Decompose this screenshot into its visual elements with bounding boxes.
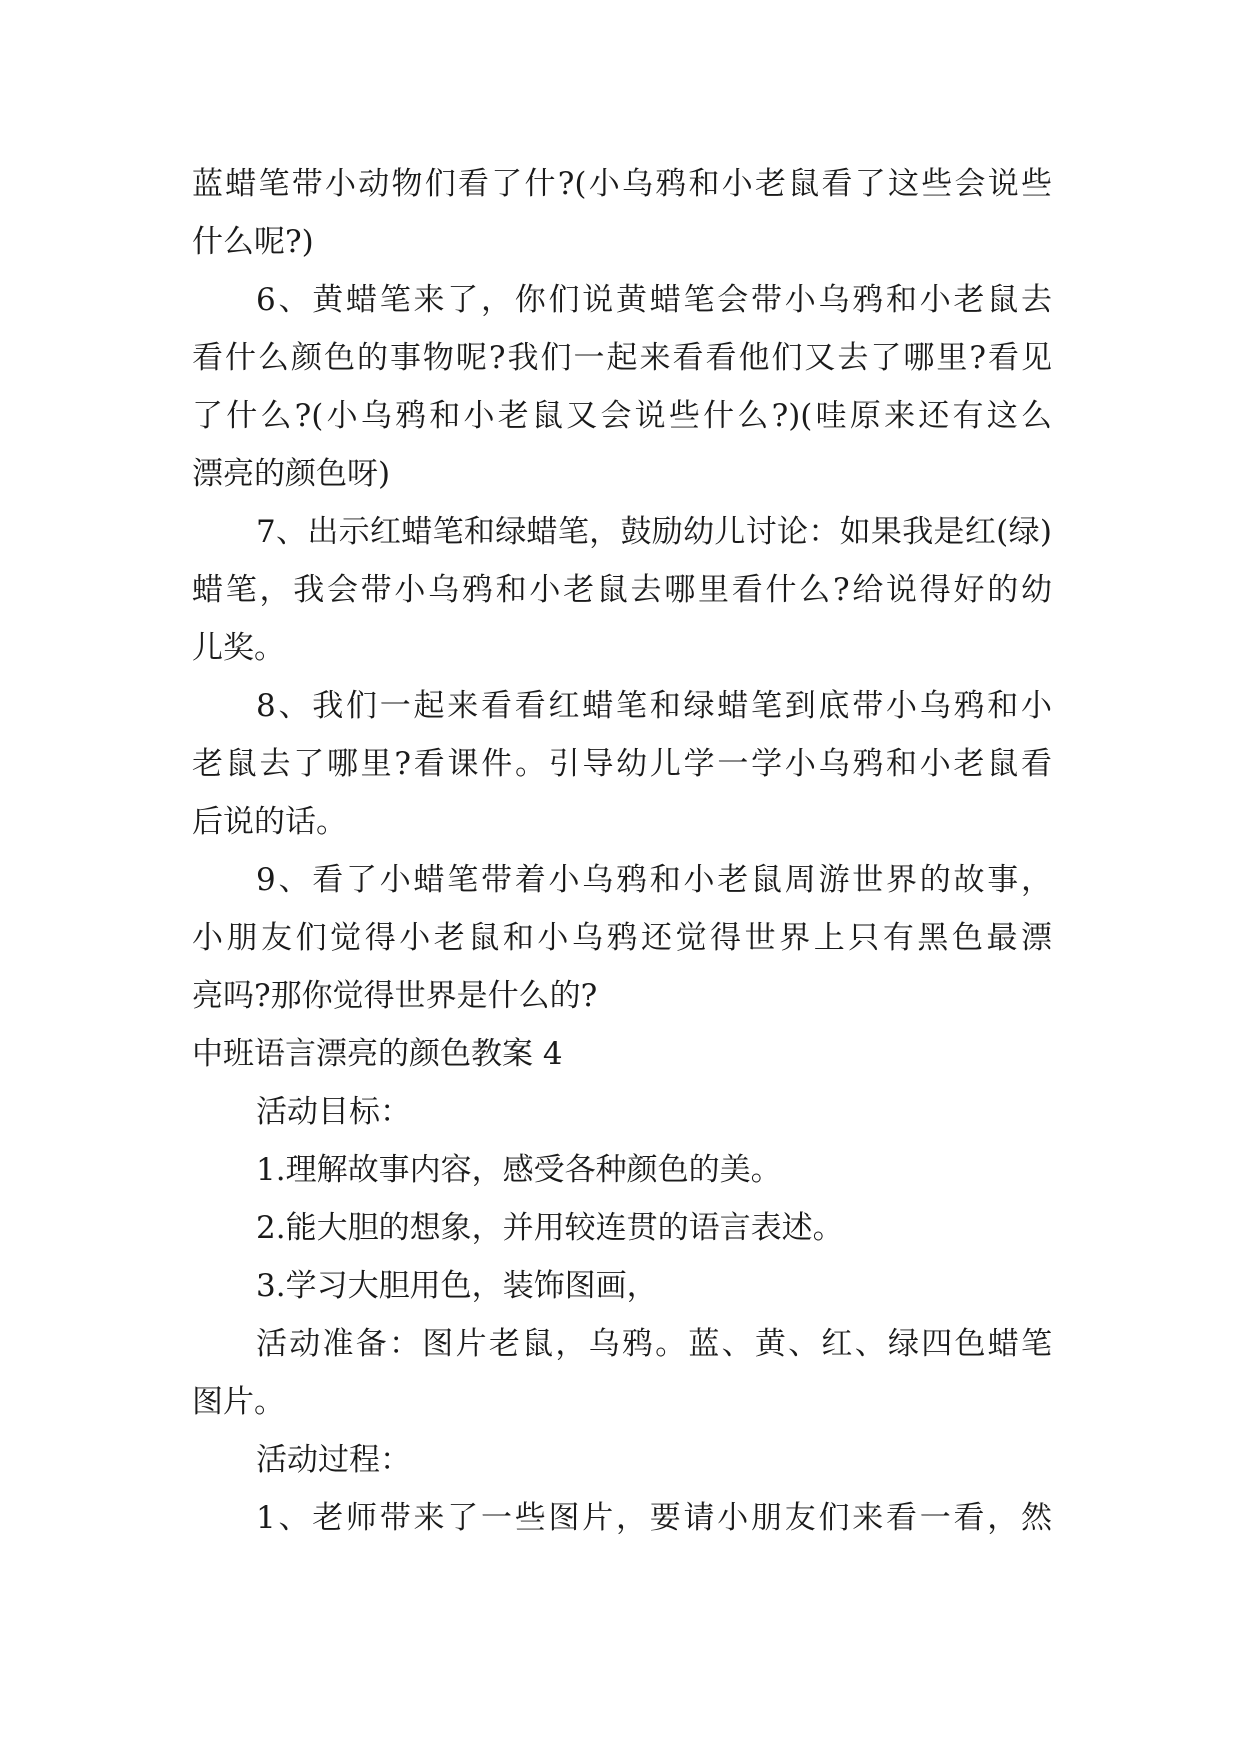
paragraph-line: 小朋友们觉得小老鼠和小乌鸦还觉得世界上只有黑色最漂: [192, 920, 1052, 956]
paragraph-line: 蜡笔，我会带小乌鸦和小老鼠去哪里看什么?给说得好的幼: [192, 572, 1052, 608]
paragraph-line: 看什么颜色的事物呢?我们一起来看看他们又去了哪里?看见: [192, 340, 1052, 376]
list-item: 1.理解故事内容，感受各种颜色的美。: [256, 1152, 782, 1188]
subheading-process: 活动过程：: [256, 1442, 411, 1478]
section-heading: 中班语言漂亮的颜色教案 4: [192, 1036, 563, 1072]
paragraph-line: 儿奖。: [192, 630, 285, 666]
paragraph-line: 活动准备：图片老鼠，乌鸦。蓝、黄、红、绿四色蜡笔: [256, 1326, 1052, 1362]
paragraph-line: 6、黄蜡笔来了，你们说黄蜡笔会带小乌鸦和小老鼠去: [256, 282, 1052, 318]
paragraph-line: 7、出示红蜡笔和绿蜡笔，鼓励幼儿讨论：如果我是红(绿): [256, 514, 1052, 550]
list-item: 3.学习大胆用色，装饰图画，: [256, 1268, 658, 1304]
paragraph-line: 了什么?(小乌鸦和小老鼠又会说些什么?)(哇原来还有这么: [192, 398, 1052, 434]
paragraph-line: 蓝蜡笔带小动物们看了什?(小乌鸦和小老鼠看了这些会说些: [192, 166, 1052, 202]
paragraph-line: 漂亮的颜色呀): [192, 456, 391, 492]
paragraph-line: 1、老师带来了一些图片，要请小朋友们来看一看，然: [256, 1500, 1052, 1536]
paragraph-line: 图片。: [192, 1384, 285, 1420]
list-item: 2.能大胆的想象，并用较连贯的语言表述。: [256, 1210, 844, 1246]
paragraph-line: 后说的话。: [192, 804, 347, 840]
paragraph-line: 什么呢?): [192, 224, 314, 260]
paragraph-line: 8、我们一起来看看红蜡笔和绿蜡笔到底带小乌鸦和小: [256, 688, 1052, 724]
paragraph-line: 老鼠去了哪里?看课件。引导幼儿学一学小乌鸦和小老鼠看: [192, 746, 1052, 782]
paragraph-line: 亮吗?那你觉得世界是什么的?: [192, 978, 598, 1014]
subheading-objectives: 活动目标：: [256, 1094, 411, 1130]
paragraph-line: 9、看了小蜡笔带着小乌鸦和小老鼠周游世界的故事，: [256, 862, 1052, 898]
